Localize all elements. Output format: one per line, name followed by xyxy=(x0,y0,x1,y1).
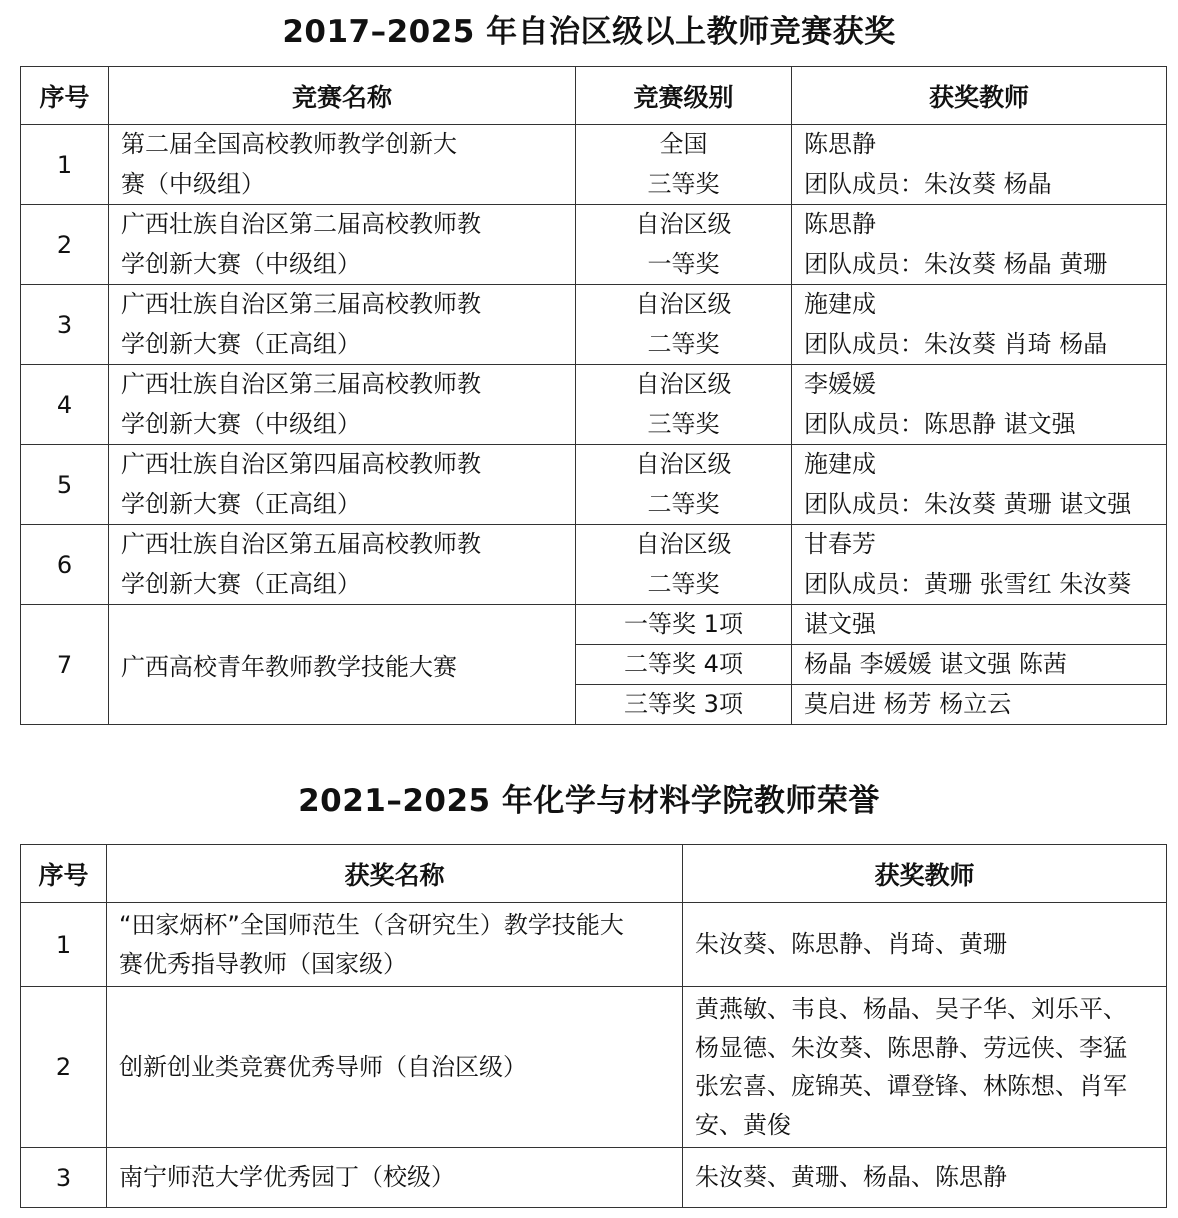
row-number: 1 xyxy=(21,125,109,205)
competition-awards-table xyxy=(20,66,1167,725)
competition-level-line: 自治区级 xyxy=(635,210,732,238)
award-teachers-line: 陈思静 xyxy=(804,210,876,238)
competition-name-line: 广西壮族自治区第五届高校教师教 xyxy=(121,530,481,558)
competition-level-line: 二等奖 xyxy=(647,569,720,598)
competition-name xyxy=(109,445,576,525)
table-row xyxy=(21,525,1167,605)
award-teachers-line: 团队成员：朱汝葵 杨晶 黄珊 xyxy=(804,249,1108,278)
award-teachers xyxy=(683,903,1167,987)
row-number: 2 xyxy=(21,205,109,285)
competition-name-line: 第二届全国高校教师教学创新大 xyxy=(121,130,457,158)
competition-name-line: 广西壮族自治区第三届高校教师教 xyxy=(121,290,481,318)
award-teachers-line: 团队成员：黄珊 张雪红 朱汝葵 xyxy=(804,569,1132,598)
award-teachers-line: 杨显德、朱汝葵、陈思静、劳远侠、李猛 xyxy=(695,1033,1127,1062)
award-teachers: 谌文强 xyxy=(792,605,1167,645)
award-teachers: 莫启进 杨芳 杨立云 xyxy=(792,685,1167,725)
header-competition-level: 竞赛级别 xyxy=(576,67,792,125)
row-number: 3 xyxy=(21,1148,107,1208)
header-competition-name: 竞赛名称 xyxy=(109,67,576,125)
row-number: 7 xyxy=(21,605,109,725)
competition-name-line: 学创新大赛（正高组） xyxy=(121,489,361,518)
competition-level-line: 三等奖 xyxy=(647,409,720,438)
award-teachers-line: 朱汝葵、陈思静、肖琦、黄珊 xyxy=(695,930,1007,959)
competition-level-line: 一等奖 xyxy=(647,249,720,278)
award-name xyxy=(107,987,683,1148)
award-teachers xyxy=(683,987,1167,1148)
table-row xyxy=(21,125,1167,205)
competition-name-line: 广西壮族自治区第二届高校教师教 xyxy=(121,210,481,238)
award-teachers-line: 陈思静 xyxy=(804,130,876,158)
competition-level-line: 自治区级 xyxy=(635,530,732,558)
competition-name xyxy=(109,125,576,205)
competition-level xyxy=(576,285,792,365)
award-level: 二等奖 4项 xyxy=(576,645,792,685)
award-teachers xyxy=(792,525,1167,605)
row-number: 3 xyxy=(21,285,109,365)
competition-level-line: 自治区级 xyxy=(635,290,732,318)
header-no: 序号 xyxy=(21,845,107,903)
award-teachers-line: 施建成 xyxy=(804,450,876,478)
award-teachers-line: 施建成 xyxy=(804,290,876,318)
award-teachers-line: 李媛媛 xyxy=(804,370,876,398)
award-name xyxy=(107,1148,683,1208)
competition-name-line: 学创新大赛（正高组） xyxy=(121,329,361,358)
competition-name-line: 广西壮族自治区第三届高校教师教 xyxy=(121,370,481,398)
competition-level-line: 自治区级 xyxy=(635,370,732,398)
table-row xyxy=(21,903,1167,987)
table-header-row xyxy=(21,845,1167,903)
table-header-row xyxy=(21,67,1167,125)
award-teachers xyxy=(792,205,1167,285)
competition-name xyxy=(109,365,576,445)
header-award-name: 获奖名称 xyxy=(107,845,683,903)
competition-level-line: 二等奖 xyxy=(647,329,720,358)
award-level: 一等奖 1项 xyxy=(576,605,792,645)
award-teachers-line: 甘春芳 xyxy=(804,530,876,558)
competition-level xyxy=(576,525,792,605)
award-name-line: 南宁师范大学优秀园丁（校级） xyxy=(119,1163,455,1192)
table-row xyxy=(21,605,1167,645)
competition-level xyxy=(576,445,792,525)
award-name-line: 创新创业类竞赛优秀导师（自治区级） xyxy=(119,1052,527,1081)
award-name xyxy=(107,903,683,987)
award-teachers-line: 朱汝葵、黄珊、杨晶、陈思静 xyxy=(695,1163,1007,1192)
table-row xyxy=(21,987,1167,1148)
competition-level-line: 自治区级 xyxy=(635,450,732,478)
competition-name-line: 学创新大赛（中级组） xyxy=(121,409,361,438)
competition-name-line: 赛（中级组） xyxy=(121,169,265,198)
award-teachers-line: 团队成员：朱汝葵 肖琦 杨晶 xyxy=(804,329,1108,358)
section1-title: 2017–2025 年自治区级以上教师竞赛获奖 xyxy=(282,14,896,50)
row-number: 6 xyxy=(21,525,109,605)
award-teachers-line: 安、黄俊 xyxy=(695,1110,791,1139)
award-level: 三等奖 3项 xyxy=(576,685,792,725)
award-teachers xyxy=(792,445,1167,525)
award-teachers: 杨晶 李媛媛 谌文强 陈茜 xyxy=(792,645,1167,685)
table-row xyxy=(21,365,1167,445)
award-name-line: “田家炳杯”全国师范生（含研究生）教学技能大 xyxy=(119,911,624,939)
award-teachers-line: 团队成员：朱汝葵 黄珊 谌文强 xyxy=(804,489,1132,518)
award-teachers xyxy=(683,1148,1167,1208)
award-teachers xyxy=(792,365,1167,445)
competition-name xyxy=(109,205,576,285)
award-teachers xyxy=(792,125,1167,205)
header-award-teachers: 获奖教师 xyxy=(792,67,1167,125)
row-number: 1 xyxy=(21,903,107,987)
row-number: 2 xyxy=(21,987,107,1148)
table-row xyxy=(21,445,1167,525)
section2-title: 2021–2025 年化学与材料学院教师荣誉 xyxy=(298,783,880,819)
competition-name: 广西高校青年教师教学技能大赛 xyxy=(109,605,576,725)
header-no: 序号 xyxy=(21,67,109,125)
table-row xyxy=(21,205,1167,285)
header-award-teachers: 获奖教师 xyxy=(683,845,1167,903)
competition-level xyxy=(576,365,792,445)
competition-level-line: 全国 xyxy=(659,130,708,158)
competition-level-line: 三等奖 xyxy=(647,169,720,198)
award-name-line: 赛优秀指导教师（国家级） xyxy=(119,949,407,978)
competition-name xyxy=(109,285,576,365)
teacher-honors-table xyxy=(20,844,1167,1208)
competition-name-line: 广西壮族自治区第四届高校教师教 xyxy=(121,450,481,478)
competition-level xyxy=(576,205,792,285)
competition-name xyxy=(109,525,576,605)
table-row xyxy=(21,1148,1167,1208)
competition-name-line: 学创新大赛（中级组） xyxy=(121,249,361,278)
row-number: 4 xyxy=(21,365,109,445)
table-row xyxy=(21,285,1167,365)
award-teachers-line: 团队成员：陈思静 谌文强 xyxy=(804,409,1076,438)
competition-level-line: 二等奖 xyxy=(647,489,720,518)
award-teachers-line: 黄燕敏、韦良、杨晶、吴子华、刘乐平、 xyxy=(695,995,1127,1023)
row-number: 5 xyxy=(21,445,109,525)
competition-level xyxy=(576,125,792,205)
competition-name-line: 学创新大赛（正高组） xyxy=(121,569,361,598)
award-teachers-line: 张宏喜、庞锦英、谭登锋、林陈想、肖军 xyxy=(695,1072,1127,1100)
award-teachers-line: 团队成员：朱汝葵 杨晶 xyxy=(804,169,1052,198)
award-teachers xyxy=(792,285,1167,365)
